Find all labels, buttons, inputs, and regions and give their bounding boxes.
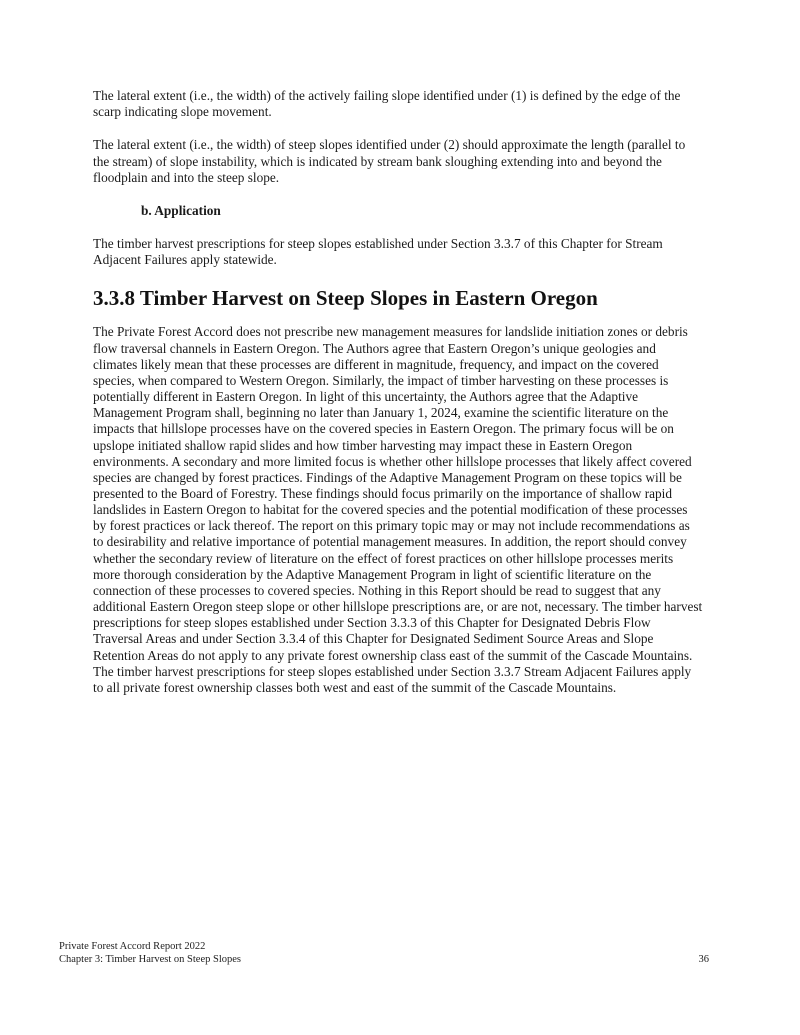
page-body bbox=[93, 88, 703, 713]
paragraph-eastern-oregon: The Private Forest Accord does not prescribe new management measures for landslide initiation zones or debris flow traversal channels in Eastern Oregon. The Authors agree that Eastern Oregon’s unique geologies and climates likely mean that these processes are different in magnitude, frequency, and impact on the covered species, when compared to Western Oregon. Similarly, the impact of timber harvesting on these processes is potentially different in Eastern Oregon. In light of this uncertainty, the Authors agree that the Adaptive Management Program shall, beginning no later than January 1, 2024, examine the scientific literature on the impacts that hillslope processes have on the covered species in Eastern Oregon. The primary focus will be on upslope initiated shallow rapid slides and how timber harvesting may impact these in Eastern Oregon environments. A secondary and more limited focus is whether other hillslope processes that likely affect covered species are changed by forest practices. Findings of the Adaptive Management Program on these topics will be presented to the Board of Forestry. These findings should focus primarily on the importance of shallow rapid landslides in Eastern Oregon to habitat for the covered species and the potential modification of these processes by forest practices or lack thereof. The report on this primary topic may or may not include recommendations as to desirability and relative importance of potential management measures. In addition, the report should convey whether the secondary review of literature on the effect of forest practices on other hillslope processes merits more thorough consideration by the Adaptive Management Program in light of scientific literature on the connection of these processes to covered species. Nothing in this Report should be read to suggest that any additional Eastern Oregon steep slope or other hillslope prescriptions are, or are not, necessary. The timber harvest prescriptions for steep slopes established under Section 3.3.3 of this Chapter for Designated Debris Flow Traversal Areas and under Section 3.3.4 of this Chapter for Designated Sediment Source Areas and Slope Retention Areas do not apply to any private forest ownership class east of the summit of the Cascade Mountains. The timber harvest prescriptions for steep slopes established under Section 3.3.7 Stream Adjacent Failures apply to all private forest ownership classes both west and east of the summit of the Cascade Mountains. bbox=[93, 324, 703, 695]
footer-report-title: Private Forest Accord Report 2022 bbox=[59, 941, 206, 952]
page-number: 36 bbox=[698, 953, 709, 965]
page-footer bbox=[59, 941, 709, 966]
paragraph-lateral-extent-steep-slopes: The lateral extent (i.e., the width) of steep slopes identified under (2) should approximate the length (parallel to the stream) of slope instability, which is indicated by stream bank sloughing extending into and beyond the floodplain and into the steep slope. bbox=[93, 137, 686, 185]
subheading-application: b. Application bbox=[141, 203, 221, 219]
section-title: 3.3.8 Timber Harvest on Steep Slopes in Eastern Oregon bbox=[93, 286, 598, 311]
paragraph-lateral-extent-scarp: The lateral extent (i.e., the width) of the actively failing slope identified under (1) is defined by the edge of the scarp indicating slope movement. bbox=[93, 88, 681, 120]
footer-chapter: Chapter 3: Timber Harvest on Steep Slopes bbox=[59, 953, 241, 965]
paragraph-application: The timber harvest prescriptions for steep slopes established under Section 3.3.7 of this Chapter for Stream Adjacent Failures apply statewide. bbox=[93, 236, 663, 268]
